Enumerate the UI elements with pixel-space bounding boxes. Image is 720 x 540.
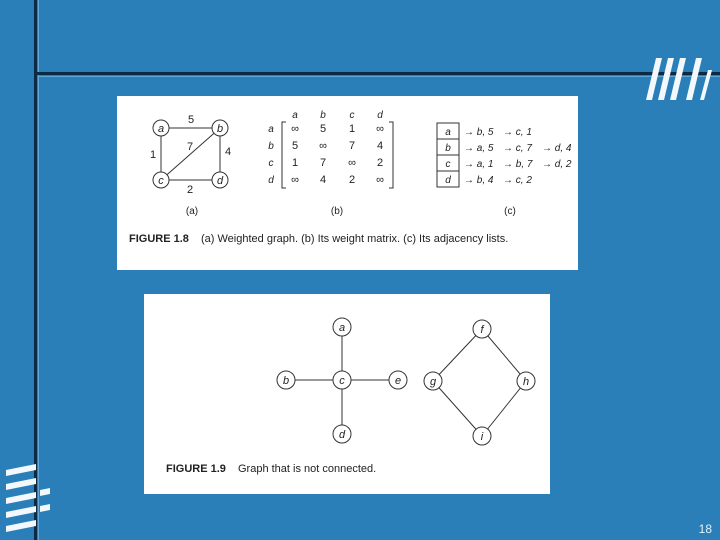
stripe-logo-bottom-icon <box>2 462 52 532</box>
vertex-d-label: d <box>338 429 346 441</box>
matrix-left-bracket <box>282 122 286 188</box>
sub-label-b: (b) <box>330 206 344 217</box>
vertex-c-label: c <box>339 375 345 387</box>
figure-1-8-caption-text: (a) Weighted graph. (b) Its weight matrix. (c) Its adjacency lists. <box>201 233 509 245</box>
vertex-g-label: g <box>429 376 437 388</box>
adjacency-entry: → d, 2 <box>542 159 572 170</box>
matrix-cell: 7 <box>348 140 356 152</box>
vertex-b-label: b <box>282 375 290 387</box>
matrix-cell: ∞ <box>319 140 327 152</box>
matrix-row-header-b: b <box>268 141 274 152</box>
vertex-i-label: i <box>480 431 484 443</box>
star-component <box>277 318 407 443</box>
matrix-cell: 5 <box>319 123 327 135</box>
weighted-graph <box>150 114 231 196</box>
sub-label-c: (c) <box>504 206 516 217</box>
frame-vertical-line <box>34 0 37 540</box>
adjacency-entry: → c, 1 <box>503 127 532 138</box>
figure-1-9-caption-label: FIGURE 1.9 <box>166 463 226 475</box>
edge-f-h <box>482 329 526 381</box>
vertex-d-label: d <box>216 175 224 187</box>
matrix-cell: 1 <box>291 157 299 169</box>
adjacency-entry: → b, 5 <box>464 127 494 138</box>
matrix-cell: ∞ <box>291 174 299 186</box>
matrix-col-header-a: a <box>292 110 298 121</box>
edge-ab-weight: 5 <box>187 114 195 126</box>
vertex-e-label: e <box>394 375 402 387</box>
matrix-cell: ∞ <box>348 157 356 169</box>
edge-bc <box>161 128 220 180</box>
frame-horizontal-line <box>34 72 720 75</box>
vertex-b-label: b <box>216 123 224 135</box>
matrix-cell: 1 <box>348 123 356 135</box>
matrix-cell: 7 <box>319 157 327 169</box>
sub-label-a: (a) <box>185 206 199 217</box>
weight-matrix <box>268 110 393 188</box>
figure-1-9-caption-text: Graph that is not connected. <box>238 463 377 475</box>
edge-cd-weight: 2 <box>186 184 194 196</box>
edge-ac-weight: 1 <box>149 149 157 161</box>
matrix-cell: 4 <box>376 140 384 152</box>
matrix-cell: 4 <box>319 174 327 186</box>
adjacency-entry: → a, 5 <box>464 143 494 154</box>
frame-horizontal-highlight <box>38 76 720 77</box>
slide-number: 18 <box>698 522 712 536</box>
edge-f-g <box>433 329 482 381</box>
figure-1-9-drawing <box>144 294 550 494</box>
stripe-logo-top-icon <box>646 56 716 102</box>
adjacency-head-c: c <box>445 159 451 170</box>
vertex-h-label: h <box>522 376 530 388</box>
adjacency-entry: → d, 4 <box>542 143 572 154</box>
adjacency-entry: → b, 7 <box>503 159 533 170</box>
figure-1-8-caption-label: FIGURE 1.8 <box>129 233 189 245</box>
figure-1-9-panel <box>144 294 550 494</box>
matrix-cell: ∞ <box>376 174 384 186</box>
adjacency-head-d: d <box>445 175 451 186</box>
adjacency-entry: → c, 7 <box>503 143 532 154</box>
adjacency-head-a: a <box>445 127 451 138</box>
matrix-row-header-c: c <box>268 158 274 169</box>
cycle-component <box>424 320 535 445</box>
matrix-col-header-d: d <box>377 110 383 121</box>
edge-h-i <box>482 381 526 436</box>
frame-vertical-highlight <box>38 0 39 540</box>
edge-bc-weight: 7 <box>186 141 194 153</box>
matrix-cell: ∞ <box>291 123 299 135</box>
matrix-cell: ∞ <box>376 123 384 135</box>
adjacency-lists <box>437 123 572 187</box>
matrix-col-header-c: c <box>349 110 355 121</box>
edge-bd-weight: 4 <box>224 146 232 158</box>
figure-1-8-drawing <box>117 96 578 270</box>
edge-g-i <box>433 381 482 436</box>
matrix-row-header-d: d <box>268 175 274 186</box>
adjacency-entry: → b, 4 <box>464 175 494 186</box>
matrix-cell: 2 <box>348 174 356 186</box>
vertex-a-label: a <box>157 123 165 135</box>
matrix-cell: 5 <box>291 140 299 152</box>
matrix-right-bracket <box>389 122 393 188</box>
figure-1-8-panel <box>117 96 578 270</box>
adjacency-head-b: b <box>445 143 451 154</box>
vertex-f-label: f <box>480 324 484 336</box>
matrix-col-header-b: b <box>320 110 326 121</box>
adjacency-entry: → c, 2 <box>503 175 532 186</box>
vertex-a-label: a <box>338 322 346 334</box>
matrix-row-header-a: a <box>268 124 274 135</box>
matrix-cell: 2 <box>376 157 384 169</box>
vertex-c-label: c <box>158 175 164 187</box>
adjacency-entry: → a, 1 <box>464 159 494 170</box>
